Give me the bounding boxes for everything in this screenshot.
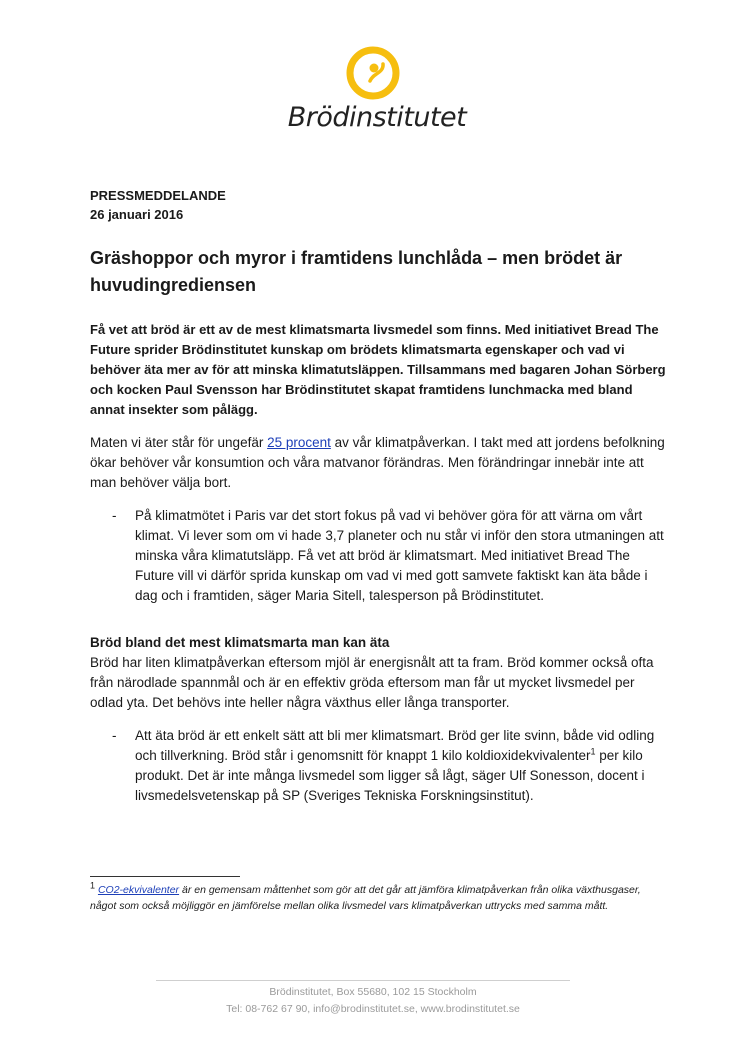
release-date: 26 januari 2016 — [90, 207, 184, 222]
section-text: Bröd har liten klimatpåverkan eftersom mjöl är energisnålt att ta fram. Bröd kommer också ofta från närodlade spannmål och är en effektiv gröda eftersom man får ut mycket livsmedel per odlad yta. Det behövs inte heller några växthus eller långa transporter. — [90, 655, 654, 710]
footnote-number: 1 — [90, 880, 96, 891]
quote-text-after: per kilo produkt. Det är inte många livsmedel som ligger så lågt, säger Ulf Sonesson, docent i livsmedelsvetenskap på SP (Sveriges Tekniska Forskningsinstitut). — [135, 748, 645, 803]
climate-section — [90, 633, 670, 713]
headline-line-1: Gräshoppor och myror i framtidens lunchlåda – men brödet är — [90, 248, 623, 268]
brand-logo — [282, 44, 472, 140]
footer-contact: Tel: 08-762 67 90, info@brodinstitutet.se, www.brodinstitutet.se — [226, 1003, 520, 1015]
page-footer — [90, 984, 656, 1018]
intro-text-before: Maten vi äter står för ungefär — [90, 435, 268, 450]
quote-text-before: Att äta bröd är ett enkelt sätt att bli mer klimatsmart. Bröd ger lite svinn, både vid odling och tillverkning. Bröd står i genomsnitt för knappt 1 kilo koldioxidekvivalenter — [135, 728, 655, 763]
intro-text-after: av vår klimatpåverkan. I takt med att jordens befolkning ökar behöver vår konsumtion och våra matvanor förändras. Men förändringar innebär inte att man behöver välja bort. — [90, 435, 665, 490]
intro-paragraph — [90, 433, 668, 493]
footer-divider — [156, 980, 570, 981]
percent-link[interactable]: 25 procent — [267, 435, 331, 450]
release-meta — [90, 186, 660, 224]
quote-text: På klimatmötet i Paris var det stort fokus på vad vi behöver göra för att värna om vårt klimat. Vi lever som om vi hade 3,7 planeter och nu står vi inför den stora utmaningen att minska våra klimatutsläpp. Få vet att bröd är klimatsmart. Med initiativet Bread The Future vill vi därför sprida kunskap om vad vi med gott samvete faktiskt kan äta både i dag och i framtiden, säger Maria Sitell, talesperson på Brödinstitutet. — [135, 508, 664, 603]
brand-name: Brödinstitutet — [287, 102, 467, 133]
footnote-text: är en gemensam måttenhet som gör att det går att jämföra klimatpåverkan från olika växthusgaser, något som också möjliggör en jämförelse mellan olika livsmedel vars klimatpåverkan uttrycks med samma mått. — [90, 884, 641, 912]
section-heading: Bröd bland det mest klimatsmarta man kan äta — [90, 635, 390, 650]
lead-paragraph: Få vet att bröd är ett av de mest klimatsmarta livsmedel som finns. Med initiativet Bread The Future sprider Brödinstitutet kunskap om brödets klimatsmarta egenskaper och vad vi behöver äta mer av för att minska klimatutsläppen. Tillsammans med bagaren Johan Sörberg och kocken Paul Svensson har Brödinstitutet skapat framtidens lunchmacka med bland annat insekter som pålägg. — [90, 322, 666, 417]
footnote — [90, 882, 650, 914]
quote-dash: - — [112, 508, 117, 523]
release-label: PRESSMEDDELANDE — [90, 188, 226, 203]
headline-line-2: huvudingrediensen — [90, 275, 257, 295]
headline — [90, 245, 670, 299]
quote-text — [135, 726, 667, 806]
footer-address: Brödinstitutet, Box 55680, 102 15 Stockholm — [269, 986, 477, 998]
bread-logo-icon — [340, 44, 414, 106]
co2-link[interactable]: CO2-ekvivalenter — [97, 884, 180, 896]
footnote-marker[interactable]: 1 — [590, 746, 596, 757]
quote-dash: - — [112, 728, 117, 743]
footnote-divider — [90, 876, 240, 877]
